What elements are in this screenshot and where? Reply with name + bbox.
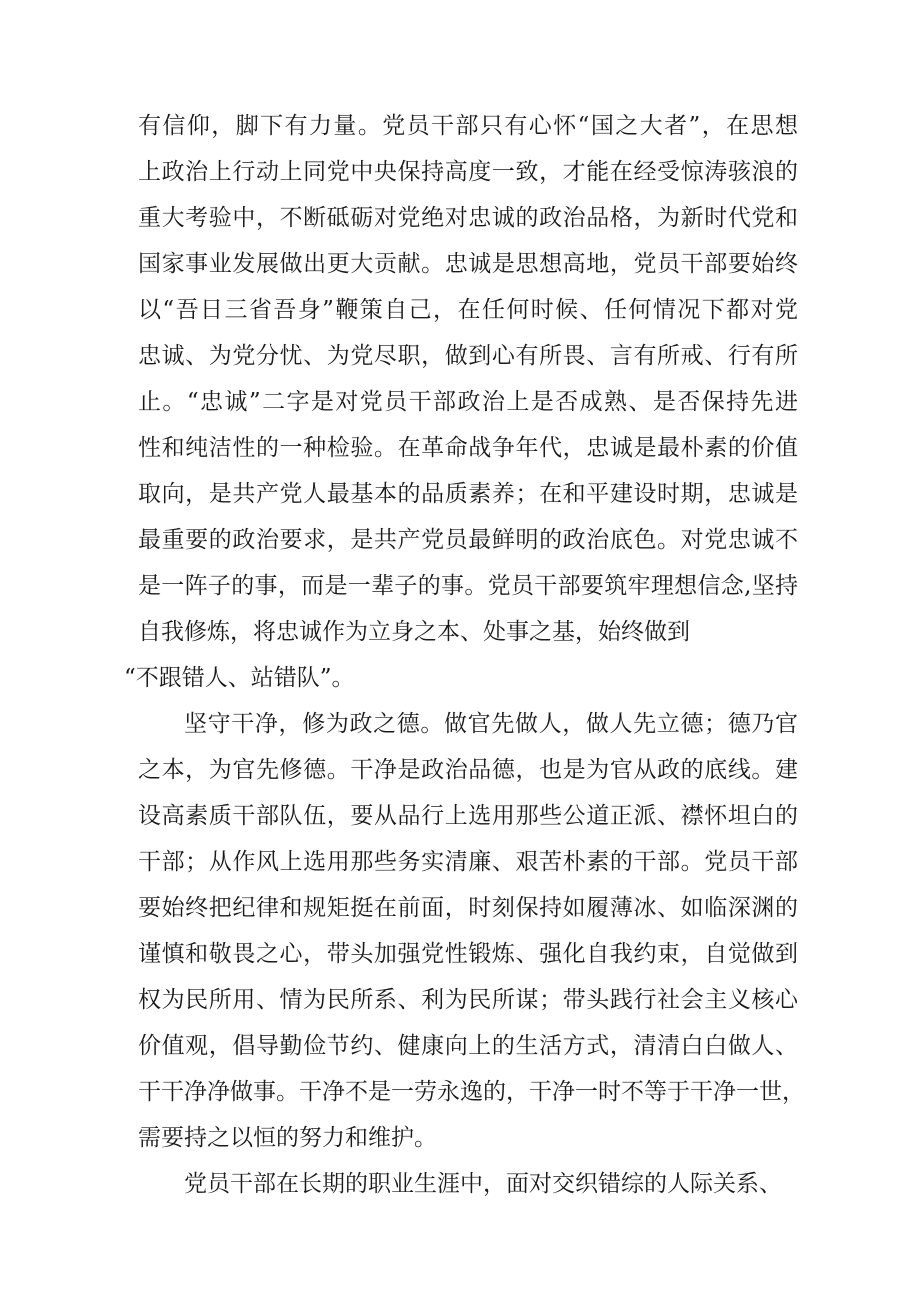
paragraph-first-line: 坚守干净，修为政之德。做官先做人，做人先立德；德乃官 bbox=[184, 711, 798, 737]
text-line: 价值观，倡导勤俭节约、健康向上的生活方式，清清白白做人、 bbox=[138, 1033, 798, 1059]
text-line: 性和纯洁性的一种检验。在革命战争年代，忠诚是最朴素的价值 bbox=[138, 435, 798, 461]
text-line: 需要持之以恒的努力和维护。 bbox=[138, 1125, 437, 1151]
text-line: 谨慎和敬畏之心，带头加强党性锻炼、强化自我约束，自觉做到 bbox=[138, 941, 798, 967]
text-line: 要始终把纪律和规矩挺在前面，时刻保持如履薄冰、如临深渊的 bbox=[138, 895, 798, 921]
text-line: 止。“忠诚”二字是对党员干部政治上是否成熟、是否保持先进 bbox=[138, 389, 798, 415]
text-line: 以“吾日三省吾身”鞭策自己，在任何时候、任何情况下都对党 bbox=[138, 297, 798, 323]
text-line: 之本，为官先修德。干净是政治品德，也是为官从政的底线。建 bbox=[138, 757, 798, 783]
paragraph-first-line: 党员干部在长期的职业生涯中，面对交织错综的人际关系、 bbox=[184, 1171, 782, 1197]
text-line: 干干净净做事。干净不是一劳永逸的，干净一时不等于干净一世， bbox=[138, 1079, 805, 1105]
text-line: “不跟错人、站错队”。 bbox=[124, 665, 355, 691]
text-line: 上政治上行动上同党中央保持高度一致，才能在经受惊涛骇浪的 bbox=[138, 159, 798, 185]
text-line: 干部；从作风上选用那些务实清廉、艰苦朴素的干部。党员干部 bbox=[138, 849, 798, 875]
text-line: 有信仰，脚下有力量。党员干部只有心怀“国之大者”，在思想 bbox=[138, 113, 798, 139]
text-line: 重大考验中，不断砥砺对党绝对忠诚的政治品格，为新时代党和 bbox=[138, 205, 798, 231]
text-line: 忠诚、为党分忧、为党尽职，做到心有所畏、言有所戒、行有所 bbox=[138, 343, 798, 369]
text-line: 是一阵子的事，而是一辈子的事。党员干部要筑牢理想信念,坚持 bbox=[138, 573, 798, 599]
text-line: 设高素质干部队伍，要从品行上选用那些公道正派、襟怀坦白的 bbox=[138, 803, 798, 829]
text-line: 最重要的政治要求，是共产党员最鲜明的政治底色。对党忠诚不 bbox=[138, 527, 798, 553]
text-line: 权为民所用、情为民所系、利为民所谋；带头践行社会主义核心 bbox=[138, 987, 798, 1013]
text-line: 自我修炼，将忠诚作为立身之本、处事之基，始终做到 bbox=[138, 619, 690, 645]
text-line: 国家事业发展做出更大贡献。忠诚是思想高地，党员干部要始终 bbox=[138, 251, 798, 277]
text-line: 取向，是共产党人最基本的品质素养；在和平建设时期，忠诚是 bbox=[138, 481, 798, 507]
